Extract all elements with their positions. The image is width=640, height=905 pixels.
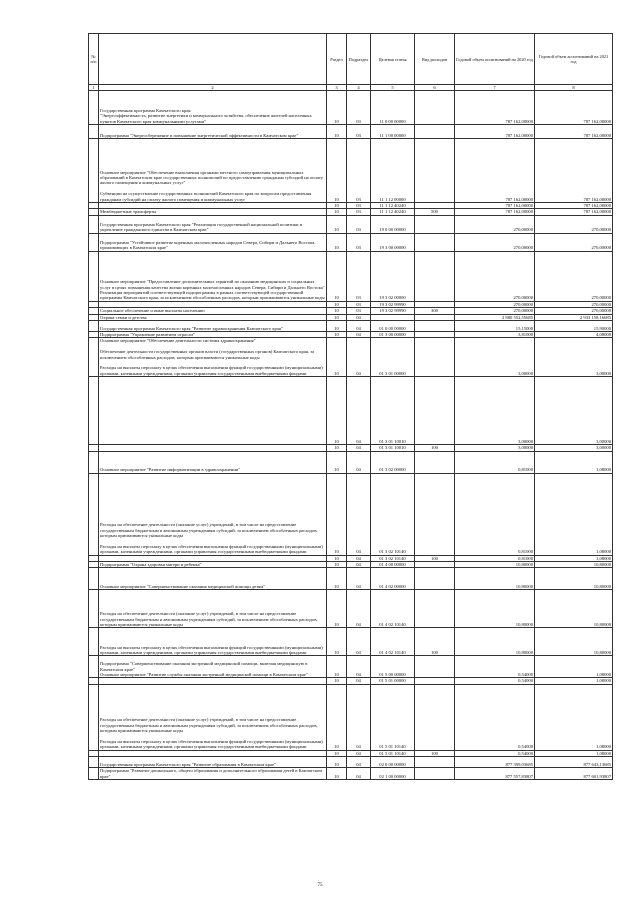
table-row	[89, 590, 613, 628]
row-cs-cell: 01 4 02 00000	[371, 568, 415, 590]
index-cell: 2	[99, 85, 327, 91]
row-name-cell	[99, 590, 327, 628]
row-2020-cell: 0,54000	[455, 684, 535, 750]
row-name-text: Подпрограмма "Охрана здоровья матери и ребенка"	[100, 562, 202, 568]
row-name-spacer	[100, 203, 325, 208]
row-name-spacer	[100, 678, 325, 683]
row-num-cell	[89, 656, 99, 678]
row-name-cell	[99, 125, 327, 139]
row-2021-cell: 3,00000	[535, 445, 613, 451]
row-num-cell	[89, 139, 99, 203]
row-2020-cell: 0,81000	[455, 451, 535, 473]
row-cs-cell: 01 3 01 10010	[371, 445, 415, 451]
row-cs-cell: 01 5 01 10140	[371, 684, 415, 750]
row-2020-cell: 787 162,00000	[455, 91, 535, 125]
row-name-text: Государственная программа Камчатского края "Реализация государственной национальной политики и укрепление гражданского единства в Камчатском крае"	[100, 222, 303, 233]
table-row	[89, 251, 613, 301]
row-podrazdel-cell: 03	[347, 308, 371, 314]
row-cs-cell: 01 3 01 10010	[371, 377, 415, 445]
row-name-text: Государственная программа Камчатского края "Развитие образования в Камчатском крае"	[100, 761, 276, 767]
row-cs-cell: 11 1 00 00000	[371, 125, 415, 139]
page-number: 75	[317, 883, 323, 888]
row-2021-cell: 1,08000	[535, 656, 613, 678]
row-name-cell	[99, 233, 327, 251]
row-2021-cell: 4,08000	[535, 332, 613, 338]
row-name-cell	[99, 91, 327, 125]
index-cell: 4	[347, 85, 371, 91]
row-vr-cell	[415, 125, 455, 139]
table-row	[89, 656, 613, 678]
row-num-cell	[89, 568, 99, 590]
row-name-text: Расходы на выплаты персоналу в целях обеспечения выполнения функций государственными (муниципальными) органами, казенными учреждениями, органами управления государственными внебюджетными фондами	[100, 543, 323, 555]
row-name-text: Расходы на обеспечение деятельности (оказание услуг) учреждений, в том числе на предоставление государственным бюджетным и автономным учреждениям субсидий, за исключением обособленных расходов, которым присваиваются уникальные коды	[100, 611, 318, 628]
row-2020-cell: 10,80000	[455, 590, 535, 628]
row-name-cell	[99, 757, 327, 768]
row-name-cell	[99, 139, 327, 203]
row-name-text: Охрана семьи и детства	[100, 314, 147, 320]
row-vr-cell	[415, 251, 455, 301]
row-podrazdel-cell: 04	[347, 332, 371, 338]
row-vr-cell: 100	[415, 628, 455, 656]
row-2020-cell: 270,00000	[455, 215, 535, 233]
row-name-text: Расходы на выплаты персоналу в целях обеспечения выполнения функций государственными (муниципальными) органами, казенными учреждениями, органами управления государственными внебюджетными фондами	[100, 365, 323, 376]
row-name-text: Основное мероприятие "Предоставление дополнительных гарантий по оказанию медицинских и социальных услуг в целях повышения качества жизни коренных малочисленных народов Севера, Сибири и Дальнего Востока"	[100, 279, 325, 290]
row-name-cell	[99, 628, 327, 656]
row-name-text: Государственная программа Камчатского края "Развитие здравоохранения Камчатского края"	[100, 325, 283, 331]
row-2021-cell: 270,00000	[535, 215, 613, 233]
row-podrazdel-cell: 04	[347, 684, 371, 750]
row-num-cell	[89, 338, 99, 377]
row-name-text: Государственная программа Камчатского края	[100, 107, 191, 113]
row-2021-cell: 1,08000	[535, 555, 613, 561]
header-razdel: Раздел	[327, 34, 347, 85]
row-name-text: Расходы на обеспечение деятельности (оказание услуг) учреждений, в том числе на предоставление государственным бюджетным и автономным учреждениям субсидий, за исключением обособленных расходов, которым присваиваются уникальные коды	[100, 522, 318, 539]
row-2021-cell: 787 162,00000	[535, 139, 613, 203]
row-podrazdel-cell: 04	[347, 628, 371, 656]
row-name-text: Подпрограмма "Развитие дошкольного, общего образования и дополнительного образования детей в Камчатском крае"	[100, 768, 323, 779]
row-num-cell	[89, 251, 99, 301]
row-razdel-cell: 10	[327, 628, 347, 656]
row-2021-cell: 270,00000	[535, 301, 613, 307]
row-name-cell	[99, 568, 327, 590]
row-2020-cell: 0,54000	[455, 750, 535, 756]
row-podrazdel-cell: 03	[347, 233, 371, 251]
row-name-cell	[99, 473, 327, 555]
row-2020-cell: 3,81000	[455, 332, 535, 338]
row-cs-cell: 19 0 00 00000	[371, 215, 415, 233]
row-num-cell	[89, 215, 99, 233]
row-num-cell	[89, 757, 99, 768]
row-2020-cell: 270,00000	[455, 308, 535, 314]
row-podrazdel-cell: 04	[347, 768, 371, 780]
table-row	[89, 768, 613, 780]
row-2021-cell: 877 601,93807	[535, 768, 613, 780]
row-razdel-cell: 10	[327, 301, 347, 307]
row-podrazdel-cell: 03	[347, 125, 371, 139]
row-cs-cell: 01 4 02 10140	[371, 628, 415, 656]
row-num-cell	[89, 590, 99, 628]
row-name-text: Подпрограмма "Устойчивое развитие коренных малочисленных народов Севера, Сибири и Дальнего Востока, проживающих в Камчатском крае"	[100, 240, 316, 251]
row-cs-cell: 01 4 00 00000	[371, 562, 415, 568]
row-podrazdel-cell: 03	[347, 203, 371, 209]
row-2021-cell: 1,08000	[535, 678, 613, 684]
row-2020-cell: 787 162,00000	[455, 209, 535, 215]
row-podrazdel-cell: 04	[347, 445, 371, 451]
row-2020-cell: 0,54000	[455, 656, 535, 678]
index-cell: 5	[371, 85, 415, 91]
row-2020-cell: 787 162,00000	[455, 203, 535, 209]
row-cs-cell: 11 0 00 00000	[371, 91, 415, 125]
index-cell: 6	[415, 85, 455, 91]
row-2020-cell: 787 162,00000	[455, 125, 535, 139]
row-razdel-cell: 10	[327, 473, 347, 555]
table-row	[89, 377, 613, 445]
row-vr-cell	[415, 321, 455, 332]
row-2021-cell: 3,00000	[535, 377, 613, 445]
index-cell: 3	[327, 85, 347, 91]
row-2021-cell: 3,00000	[535, 338, 613, 377]
row-name-cell	[99, 251, 327, 301]
row-name-cell	[99, 338, 327, 377]
row-razdel-cell: 10	[327, 314, 347, 320]
row-podrazdel-cell: 04	[347, 678, 371, 684]
row-vr-cell	[415, 568, 455, 590]
table-row	[89, 233, 613, 251]
header-vr: Вид расходов	[415, 34, 455, 85]
row-vr-cell	[415, 377, 455, 445]
row-cs-cell: 02 0 00 00000	[371, 757, 415, 768]
index-cell: 1	[89, 85, 99, 91]
row-2021-cell: 787 162,00000	[535, 209, 613, 215]
row-podrazdel-cell: 03	[347, 139, 371, 203]
header-2020: Годовой объем ассигнований на 2020 год	[455, 34, 535, 85]
row-razdel-cell: 10	[327, 338, 347, 377]
row-name-cell	[99, 656, 327, 678]
row-2021-cell: 270,00000	[535, 308, 613, 314]
row-cs-cell: 01 3 00 00000	[371, 332, 415, 338]
row-name-cell	[99, 768, 327, 780]
row-cs-cell: 01 3 02 10140	[371, 555, 415, 561]
row-name-text: Основное мероприятие "Развитие службы оказания экстренной медицинской помощи в Камчатском крае"	[100, 672, 308, 678]
table-row	[89, 338, 613, 377]
row-razdel-cell: 10	[327, 91, 347, 125]
row-name-cell	[99, 377, 327, 445]
row-vr-cell	[415, 684, 455, 750]
table-row	[89, 568, 613, 590]
row-cs-cell: 02 1 00 00000	[371, 768, 415, 780]
row-razdel-cell: 10	[327, 684, 347, 750]
table-row	[89, 125, 613, 139]
row-vr-cell	[415, 233, 455, 251]
row-name-text: "Энергоэффективность, развитие энергетики и коммунального хозяйства, обеспечение жителей населенных пунктов Камчатского края коммунальными услугами"	[100, 113, 312, 124]
row-cs-cell: 19 3 02 99990	[371, 301, 415, 307]
table-row	[89, 628, 613, 656]
row-vr-cell	[415, 215, 455, 233]
row-cs-cell: 11 1 12 40240	[371, 203, 415, 209]
row-cs-cell: 01 3 01 00000	[371, 338, 415, 377]
row-2021-cell: 1,08000	[535, 750, 613, 756]
row-2020-cell: 0,54000	[455, 678, 535, 684]
row-cs-cell: 11 1 12 00000	[371, 139, 415, 203]
row-razdel-cell: 10	[327, 251, 347, 301]
row-2021-cell: 1,08000	[535, 451, 613, 473]
row-razdel-cell: 10	[327, 215, 347, 233]
row-vr-cell: 100	[415, 750, 455, 756]
row-num-cell	[89, 768, 99, 780]
row-razdel-cell: 10	[327, 445, 347, 451]
row-podrazdel-cell: 04	[347, 338, 371, 377]
table-row	[89, 215, 613, 233]
row-2020-cell: 787 162,00000	[455, 139, 535, 203]
row-name-spacer	[100, 445, 325, 450]
row-podrazdel-cell: 04	[347, 568, 371, 590]
row-num-cell	[89, 91, 99, 125]
row-2021-cell: 1,08000	[535, 684, 613, 750]
header-name	[99, 34, 327, 85]
row-podrazdel-cell: 03	[347, 215, 371, 233]
row-razdel-cell: 10	[327, 656, 347, 678]
row-2020-cell: 3,00000	[455, 377, 535, 445]
row-name-spacer	[100, 556, 325, 561]
row-name-text: Основное мероприятие "Совершенствование оказания медицинской помощи детям"	[100, 584, 266, 590]
row-razdel-cell: 10	[327, 209, 347, 215]
row-2021-cell: 270,00000	[535, 233, 613, 251]
row-num-cell	[89, 233, 99, 251]
row-razdel-cell: 10	[327, 451, 347, 473]
row-2020-cell: 270,00000	[455, 233, 535, 251]
row-vr-cell: 100	[415, 555, 455, 561]
row-2020-cell: 270,00000	[455, 301, 535, 307]
row-razdel-cell: 10	[327, 203, 347, 209]
row-name-text: Подпрограмма "Совершенствование оказания экстренной медицинской помощи, включая медицинскую в Камчатском крае"	[100, 661, 308, 672]
row-2021-cell: 877 643,13685	[535, 757, 613, 768]
row-2020-cell: 15,15000	[455, 321, 535, 332]
row-name-spacer	[100, 302, 325, 307]
header-cs: Целевая статья	[371, 34, 415, 85]
row-2021-cell: 10,80000	[535, 562, 613, 568]
row-cs-cell: 01 5 01 00000	[371, 678, 415, 684]
row-vr-cell	[415, 768, 455, 780]
row-2020-cell: 877 399,03685	[455, 757, 535, 768]
row-num-cell	[89, 451, 99, 473]
row-razdel-cell: 10	[327, 125, 347, 139]
row-name-text: Расходы на обеспечение деятельности (оказание услуг) учреждений, в том числе на предоставление государственным бюджетным и автономным учреждениям субсидий, за исключением обособленных расходов, которым присваиваются уникальные коды	[100, 717, 318, 734]
row-2021-cell: 787 162,00000	[535, 125, 613, 139]
row-cs-cell: 19 3 00 00000	[371, 233, 415, 251]
row-razdel-cell: 10	[327, 562, 347, 568]
row-podrazdel-cell: 04	[347, 656, 371, 678]
table-row	[89, 757, 613, 768]
row-2021-cell: 787 162,00000	[535, 203, 613, 209]
row-2021-cell: 10,80000	[535, 628, 613, 656]
table-header	[89, 34, 613, 85]
row-2020-cell: 270,00000	[455, 251, 535, 301]
row-name-text: Межбюджетные трансферты	[100, 209, 157, 215]
row-name-text: Социальное обеспечение и иные выплаты населению	[100, 308, 205, 314]
index-cell: 8	[535, 85, 613, 91]
row-vr-cell	[415, 139, 455, 203]
row-num-cell	[89, 321, 99, 332]
row-name-cell	[99, 321, 327, 332]
row-2020-cell: 10,80000	[455, 568, 535, 590]
row-2021-cell: 10,80000	[535, 568, 613, 590]
row-razdel-cell: 10	[327, 233, 347, 251]
row-name-cell	[99, 451, 327, 473]
row-name-text: Субвенции на осуществление государственных полномочий Камчатского края по вопросам предоставления гражданам субсидий на оплату жилого помещения и коммунальных услуг	[100, 191, 312, 202]
header-2021: Годовой объем ассигнований на 2021 год	[535, 34, 613, 85]
row-2021-cell: 1,08000	[535, 473, 613, 555]
row-name-spacer	[100, 751, 325, 756]
row-razdel-cell: 10	[327, 590, 347, 628]
row-vr-cell: 500	[415, 209, 455, 215]
budget-table	[88, 33, 613, 780]
table-row	[89, 139, 613, 203]
row-2020-cell: 0,81000	[455, 555, 535, 561]
row-2021-cell: 787 162,00000	[535, 91, 613, 125]
row-podrazdel-cell: 04	[347, 750, 371, 756]
row-cs-cell: 19 3 02 00000	[371, 251, 415, 301]
row-razdel-cell: 10	[327, 139, 347, 203]
row-podrazdel-cell: 03	[347, 91, 371, 125]
row-2020-cell: 10,80000	[455, 562, 535, 568]
row-vr-cell: 300	[415, 308, 455, 314]
row-num-cell	[89, 377, 99, 445]
row-razdel-cell: 10	[327, 678, 347, 684]
header-num: № п/п	[89, 34, 99, 85]
row-podrazdel-cell: 04	[347, 757, 371, 768]
row-2020-cell: 10,80000	[455, 628, 535, 656]
row-2021-cell: 10,80000	[535, 590, 613, 628]
row-cs-cell: 01 5 00 00000	[371, 656, 415, 678]
row-2020-cell: 3,00000	[455, 445, 535, 451]
row-2020-cell: 877 557,83807	[455, 768, 535, 780]
row-razdel-cell: 10	[327, 332, 347, 338]
row-vr-cell	[415, 757, 455, 768]
row-cs-cell: 01 3 02 00000	[371, 451, 415, 473]
row-name-text: Основное мероприятие "Развитие информатизации в здравоохранении"	[100, 467, 241, 473]
row-podrazdel-cell: 04	[347, 590, 371, 628]
row-cs-cell: 01 0 00 00000	[371, 321, 415, 332]
row-podrazdel-cell: 03	[347, 251, 371, 301]
table-row	[89, 451, 613, 473]
row-cs-cell: 19 3 02 99990	[371, 308, 415, 314]
row-vr-cell	[415, 590, 455, 628]
row-2021-cell: 2 933 158,16685	[535, 314, 613, 320]
table-row	[89, 91, 613, 125]
row-vr-cell: 100	[415, 445, 455, 451]
row-podrazdel-cell: 03	[347, 209, 371, 215]
row-razdel-cell: 10	[327, 768, 347, 780]
row-name-text: Подпрограмма "Управление развитием отрасли"	[100, 332, 195, 338]
row-podrazdel-cell: 04	[347, 555, 371, 561]
row-razdel-cell: 10	[327, 321, 347, 332]
index-cell: 7	[455, 85, 535, 91]
row-razdel-cell: 10	[327, 568, 347, 590]
row-2021-cell: 15,90000	[535, 321, 613, 332]
budget-table-sheet	[88, 33, 612, 780]
row-podrazdel-cell: 04	[347, 314, 371, 320]
row-razdel-cell: 10	[327, 308, 347, 314]
row-name-text: Реализация мероприятий соответствующей подпрограммы в рамках соответствующей государственной программы Камчатского края, за исключением обособленных расходов, которым присваиваются уникальные коды	[100, 290, 325, 301]
row-vr-cell	[415, 451, 455, 473]
row-vr-cell	[415, 473, 455, 555]
row-vr-cell	[415, 91, 455, 125]
row-cs-cell: 01 4 02 10140	[371, 590, 415, 628]
row-cs-cell: 01 3 02 10140	[371, 473, 415, 555]
row-num-cell	[89, 684, 99, 750]
table-row	[89, 321, 613, 332]
row-cs-cell: 11 1 12 40240	[371, 209, 415, 215]
row-2020-cell: 0,81000	[455, 473, 535, 555]
row-num-cell	[89, 125, 99, 139]
row-name-text: Основное мероприятие "Обеспечение деятельности системы здравоохранения"	[100, 338, 256, 344]
row-num-cell	[89, 473, 99, 555]
row-razdel-cell: 10	[327, 750, 347, 756]
row-vr-cell	[415, 656, 455, 678]
row-podrazdel-cell: 04	[347, 451, 371, 473]
row-2020-cell: 2 880 552,55685	[455, 314, 535, 320]
table-row	[89, 684, 613, 750]
row-2020-cell: 3,00000	[455, 338, 535, 377]
row-podrazdel-cell: 03	[347, 301, 371, 307]
row-name-cell	[99, 215, 327, 233]
row-name-spacer	[100, 439, 325, 444]
row-name-cell	[99, 684, 327, 750]
row-name-text: Расходы на выплаты персоналу в целях обеспечения выполнения функций государственными (муниципальными) органами, казенными учреждениями, органами управления государственными внебюджетными фондами	[100, 644, 323, 656]
row-name-text: Обеспечение деятельности государственных органов власти (государственных органов) Камчатского края, за исключением обособленных расходов, которым присваиваются уникальные коды	[100, 349, 315, 360]
row-name-text: Расходы на выплаты персоналу в целях обеспечения выполнения функций государственными (муниципальными) органами, казенными учреждениями, органами управления государственными внебюджетными фондами	[100, 739, 323, 750]
row-cs-cell: 01 5 01 10140	[371, 750, 415, 756]
row-num-cell	[89, 628, 99, 656]
row-name-text: Основное мероприятие "Обеспечение выполнения органами местного самоуправления муниципальных образований в Камчатском крае государственных полномочий по предоставлению гражданам субсидий на оплату жилого помещения и коммунальных услуг"	[100, 169, 324, 186]
row-podrazdel-cell: 04	[347, 473, 371, 555]
header-podrazdel: Подраздел	[347, 34, 371, 85]
row-2021-cell: 270,00000	[535, 251, 613, 301]
table-row	[89, 473, 613, 555]
row-razdel-cell: 10	[327, 555, 347, 561]
row-vr-cell	[415, 338, 455, 377]
row-podrazdel-cell: 04	[347, 321, 371, 332]
row-razdel-cell: 10	[327, 377, 347, 445]
row-razdel-cell: 10	[327, 757, 347, 768]
row-name-text: Подпрограмма "Энергосбережение и повышение энергетической эффективности в Камчатском крае"	[100, 132, 299, 138]
row-podrazdel-cell: 04	[347, 377, 371, 445]
row-podrazdel-cell: 04	[347, 562, 371, 568]
